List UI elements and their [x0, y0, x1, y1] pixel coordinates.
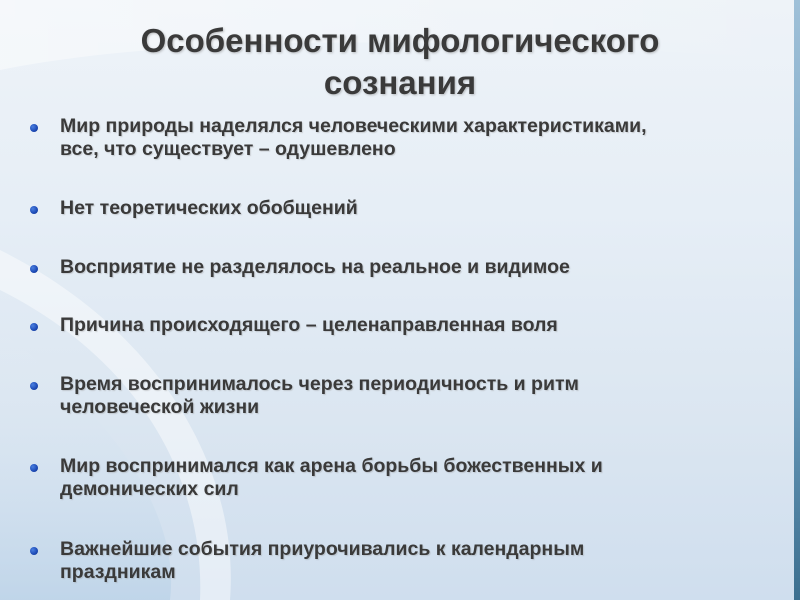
list-item [30, 256, 770, 279]
item-text-line: демонических сил [60, 478, 239, 500]
bullet-icon [30, 265, 38, 273]
item-text-line: все, что существует – одушевлено [60, 138, 396, 160]
list-item [30, 314, 770, 337]
list-item [30, 197, 770, 220]
right-edge-stripe [794, 0, 800, 600]
title-line-2: сознания [323, 64, 477, 101]
item-text-line: Важнейшие события приурочивались к календарным [60, 538, 585, 560]
bullet-icon [30, 547, 38, 555]
title-line-1: Особенности мифологического [140, 22, 660, 59]
list-item [30, 538, 770, 584]
bullet-icon [30, 124, 38, 132]
bullet-icon [30, 382, 38, 390]
list-item [30, 115, 770, 161]
list-item [30, 373, 770, 419]
item-text-line: Нет теоретических обобщений [60, 197, 358, 219]
bullet-icon [30, 323, 38, 331]
bullet-icon [30, 206, 38, 214]
item-text-line: Мир природы наделялся человеческими характеристиками, [60, 115, 647, 137]
item-text-line: Время воспринималось через периодичность и ритм [60, 373, 579, 395]
slide-title [60, 20, 740, 104]
list-item [30, 455, 770, 501]
item-text-line: Восприятие не разделялось на реальное и видимое [60, 256, 570, 278]
item-text-line: Мир воспринимался как арена борьбы божественных и [60, 455, 603, 477]
bullet-icon [30, 464, 38, 472]
item-text-line: праздникам [60, 561, 176, 583]
item-text-line: человеческой жизни [60, 396, 260, 418]
item-text-line: Причина происходящего – целенаправленная воля [60, 314, 558, 336]
